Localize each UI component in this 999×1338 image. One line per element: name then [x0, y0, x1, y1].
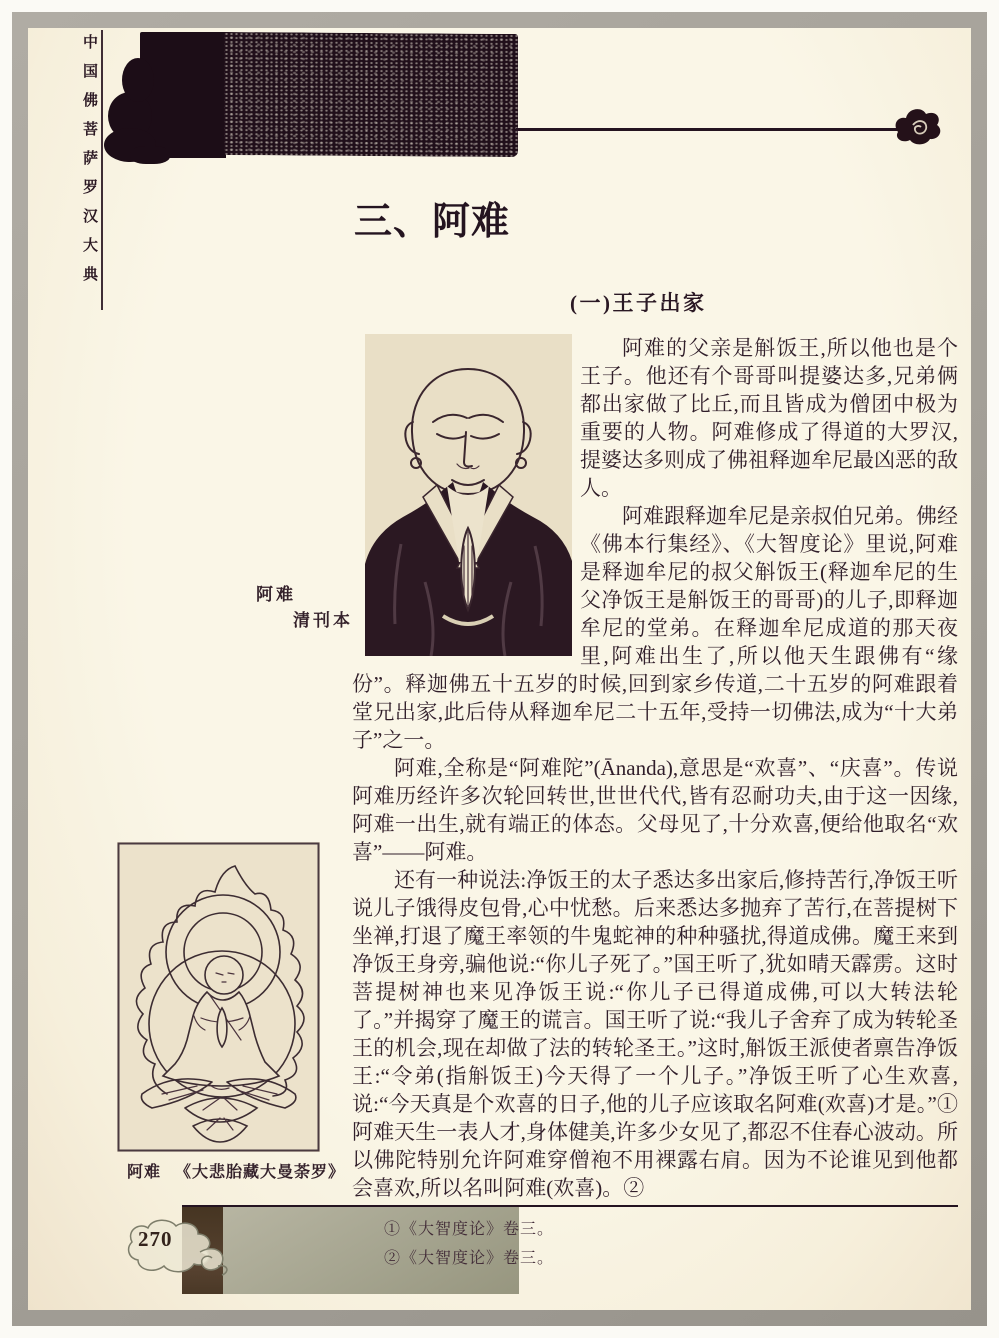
portrait-float — [352, 334, 580, 670]
header-rule — [516, 128, 902, 131]
body-paragraph: 还有一种说法:净饭王的太子悉达多出家后,修持苦行,净饭王听说儿子饿得皮包骨,心中忧愁。后来悉达多抛弃了苦行,在菩提树下坐禅,打退了魔王率领的牛鬼蛇神的种种骚扰,得道成佛。魔王来到净饭王身旁,骗他说:“你儿子死了。”国王听了,犹如晴天霹雳。这时菩提树神也来见净饭王说:“你儿子已得道成佛,可以大转法轮了。”并揭穿了魔王的谎言。国王听了说:“我儿子舍弃了成为转轮圣王的机会,现在却做了法的转轮圣王。”这时,斛饭王派使者禀告净饭王:“令弟(指斛饭王)今天得了一个儿子。”净饭王听了心生欢喜,说:“今天真是个欢喜的日子,他的儿子应该取名阿难(欢喜)才是。”① 阿难天生一表人才,身体健美,许多少女见了,都忍不住春心波动。所以佛陀特别允许阿难穿僧袍不用裸露右肩。因为不论谁见到他都会喜欢,所以名叫阿难(欢喜)。② — [352, 868, 958, 1200]
portrait-caption-source: 清刊本 — [293, 611, 353, 630]
spine-rule — [101, 30, 103, 310]
mandala-caption-name: 阿难 — [127, 1164, 162, 1181]
body-paragraph: 阿难的父亲是斛饭王,所以他也是个王子。他还有个哥哥叫提婆达多,兄弟俩都出家做了比丘,而且皆成为僧团中极为重要的人物。阿难修成了得道的大罗汉,提婆达多则成了佛祖释迦牟尼最凶恶的敌人。 — [580, 336, 958, 500]
body-paragraph: 阿难跟释迦牟尼是亲叔伯兄弟。佛经《佛本行集经》、《大智度论》里说,阿难是释迦牟尼的叔父斛饭王(释迦牟尼的生父净饭王是斛饭王的哥哥)的儿子,即释迦牟尼的堂弟。在释迦牟尼成道的那天夜里,阿难出生了,所以他天生跟佛有“缘份”。释迦佛五十五岁的时候,回到家乡传道,二十五岁的阿难跟着堂兄出家,此后侍从释迦牟尼二十五年,受持一切佛法,成为“十大弟子”之一。 — [352, 504, 958, 752]
spine-title: 中国佛菩萨罗汉大典 — [81, 34, 97, 295]
ananda-mandala-illustration — [117, 842, 320, 1152]
section-title: (一)王子出家 — [570, 291, 707, 315]
chapter-title: 三、阿难 — [354, 201, 511, 243]
cloud-page-number-icon — [118, 1212, 230, 1280]
mandala-caption-source: 《大悲胎藏大曼荼罗》 — [175, 1164, 346, 1181]
ananda-portrait-illustration — [365, 334, 572, 656]
page-number: 270 — [138, 1227, 173, 1251]
portrait-caption-name: 阿难 — [256, 585, 296, 604]
cloud-ornament-icon — [892, 104, 944, 148]
footnote-1: ①《大智度论》卷三。 — [384, 1221, 555, 1238]
header-ink-blob — [130, 146, 170, 164]
mandala-caption — [127, 1159, 345, 1182]
header-ink-texture — [224, 32, 518, 157]
footnote-2: ②《大智度论》卷三。 — [384, 1250, 555, 1267]
page-number-cloud — [118, 1212, 230, 1280]
body-paragraph: 阿难,全称是“阿难陀”(Ānanda),意思是“欢喜”、“庆喜”。传说阿难历经许多次轮回转世,世世代代,皆有忍耐功夫,由于这一因缘,阿难一出生,就有端正的体态。父母见了,十分欢喜,便给他取名“欢喜”——阿难。 — [352, 756, 958, 864]
header-ink-blob — [122, 58, 154, 102]
article-body — [352, 334, 958, 1202]
